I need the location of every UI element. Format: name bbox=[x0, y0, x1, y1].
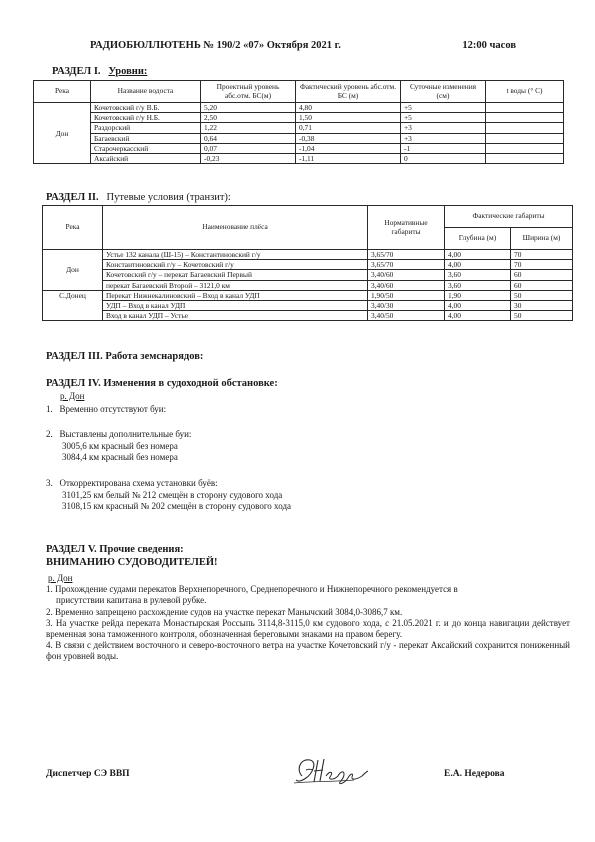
norm-dims: 3,40/50 bbox=[368, 311, 445, 321]
buoy-line: 3005,6 км красный без номера bbox=[62, 440, 178, 451]
actual-width: 60 bbox=[511, 270, 573, 280]
reach-name: перекат Багаевский Второй – 3121,0 км bbox=[103, 280, 368, 290]
norm-dims: 3,40/60 bbox=[368, 270, 445, 280]
item-number: 1. bbox=[46, 403, 53, 414]
col-header: Глубина (м) bbox=[445, 228, 511, 250]
river-cell: С.Донец bbox=[43, 290, 103, 321]
water-temp bbox=[486, 154, 564, 164]
dispatcher-role: Диспетчер СЭ ВВП bbox=[46, 769, 130, 779]
daily-change: 0 bbox=[401, 154, 486, 164]
gauge-name: Багаевский bbox=[91, 133, 201, 143]
river-cell: Дон bbox=[34, 103, 91, 164]
actual-depth: 3,60 bbox=[445, 280, 511, 290]
section2-heading bbox=[46, 192, 231, 203]
item-text: 1. Прохождение судами перекатов Верхнепоречного, Среднепоречного и Нижнепоречного рекомендуется в bbox=[46, 584, 458, 595]
design-level: 5,20 bbox=[201, 103, 296, 113]
daily-change: +5 bbox=[401, 113, 486, 123]
item-text: Откорректирована схема установки буёв: bbox=[59, 477, 218, 488]
design-level: 0,07 bbox=[201, 143, 296, 153]
daily-change: +3 bbox=[401, 123, 486, 133]
actual-level: -1,04 bbox=[296, 143, 401, 153]
table-row bbox=[43, 270, 573, 280]
table-row bbox=[43, 301, 573, 311]
actual-level: -1,11 bbox=[296, 154, 401, 164]
route-conditions-table bbox=[42, 205, 573, 321]
gauge-name: Кочетовский г/у Н.Б. bbox=[91, 113, 201, 123]
design-level: -0,23 bbox=[201, 154, 296, 164]
actual-width: 60 bbox=[511, 280, 573, 290]
actual-depth: 4,00 bbox=[445, 260, 511, 270]
col-header: Наименование плёса bbox=[103, 206, 368, 250]
design-level: 0,64 bbox=[201, 133, 296, 143]
actual-depth: 4,00 bbox=[445, 301, 511, 311]
table-row bbox=[34, 113, 564, 123]
daily-change: -1 bbox=[401, 143, 486, 153]
table-row bbox=[43, 250, 573, 260]
water-temp bbox=[486, 113, 564, 123]
section3-heading: РАЗДЕЛ III. Работа земснарядов: bbox=[46, 351, 204, 362]
actual-depth: 1,90 bbox=[445, 290, 511, 300]
bulletin-title: РАДИОБЮЛЛЮТЕНЬ № 190/2 «07» Октября 2021 г. bbox=[90, 40, 341, 51]
col-header: Нормативные габариты bbox=[368, 206, 445, 250]
item-text: Выставлены дополнительные буи: bbox=[59, 429, 192, 440]
table-row bbox=[43, 311, 573, 321]
design-level: 2,50 bbox=[201, 113, 296, 123]
actual-level: -0,38 bbox=[296, 133, 401, 143]
river-label: р. Дон bbox=[60, 391, 85, 401]
levels-table bbox=[33, 80, 564, 164]
levels-header-row bbox=[34, 81, 564, 103]
table-row bbox=[34, 103, 564, 113]
attention-heading: ВНИМАНИЮ СУДОВОДИТЕЛЕЙ! bbox=[46, 557, 218, 568]
norm-dims: 3,40/30 bbox=[368, 301, 445, 311]
water-temp bbox=[486, 103, 564, 113]
norm-dims: 3,65/70 bbox=[368, 250, 445, 260]
reach-name: Вход в канал УДП – Устье bbox=[103, 311, 368, 321]
table-row bbox=[43, 280, 573, 290]
buoy-line: 3084,4 км красный без номера bbox=[62, 452, 178, 463]
bulletin-header bbox=[90, 40, 540, 51]
section5-body bbox=[46, 573, 570, 663]
list-item: 2. Временно запрещено расхождение судов на участке перекат Манычский 3084,0-3086,7 км. bbox=[46, 606, 403, 617]
reach-name: Устье 132 канала (Ш-15) – Константиновский г/у bbox=[103, 250, 368, 260]
actual-level: 1,50 bbox=[296, 113, 401, 123]
daily-change: +3 bbox=[401, 133, 486, 143]
section1-number: РАЗДЕЛ I. bbox=[52, 66, 101, 77]
norm-dims: 3,40/60 bbox=[368, 280, 445, 290]
section1-title: Уровни: bbox=[108, 66, 148, 77]
section4-heading: РАЗДЕЛ IV. Изменения в судоходной обстановке: bbox=[46, 378, 278, 389]
table-row bbox=[34, 133, 564, 143]
norm-dims: 1,90/50 bbox=[368, 290, 445, 300]
section5-heading: РАЗДЕЛ V. Прочие сведения: bbox=[46, 544, 184, 555]
col-header: t воды (° С) bbox=[486, 81, 564, 103]
actual-level: 4,80 bbox=[296, 103, 401, 113]
actual-width: 70 bbox=[511, 260, 573, 270]
col-header: Река bbox=[34, 81, 91, 103]
gauge-name: Кочетовский г/у В.Б. bbox=[91, 103, 201, 113]
gauge-name: Аксайский bbox=[91, 154, 201, 164]
list-item: 3. На участке рейда переката Монастырская Россыпь 3114,8-3115,0 км судового хода, с 21.05.2021 г. и до конца навигации действует временная зона таможенного контроля, обозначенная береговыми знаками на правом берегу. bbox=[46, 617, 570, 640]
table-row bbox=[34, 154, 564, 164]
actual-depth: 4,00 bbox=[445, 311, 511, 321]
section1-heading bbox=[52, 66, 147, 77]
col-header: Суточные изменения (см) bbox=[401, 81, 486, 103]
water-temp bbox=[486, 143, 564, 153]
dispatcher-name: Е.А. Недерова bbox=[444, 769, 505, 779]
list-item-continuation: присутствии капитана в рулевой рубке. bbox=[56, 595, 207, 606]
table-row bbox=[34, 143, 564, 153]
reach-name: Константиновский г/у – Кочетовский г/у bbox=[103, 260, 368, 270]
buoy-line: 3108,15 км красный № 202 смещён в сторону судового хода bbox=[62, 501, 292, 512]
table-row bbox=[34, 123, 564, 133]
design-level: 1,22 bbox=[201, 123, 296, 133]
route-header-row bbox=[43, 206, 573, 228]
col-header: Фактический уровень абс.отм. БС (м) bbox=[296, 81, 401, 103]
actual-level: 0,71 bbox=[296, 123, 401, 133]
actual-width: 70 bbox=[511, 250, 573, 260]
col-header: Название водоста bbox=[91, 81, 201, 103]
col-header: Фактические габариты bbox=[445, 206, 573, 228]
item-number: 2. bbox=[46, 429, 53, 440]
handwritten-signature bbox=[292, 752, 372, 788]
item-text: Временно отсутствуют буи: bbox=[59, 403, 167, 414]
reach-name: Кочетовский г/у – перекат Багаевский Первый bbox=[103, 270, 368, 280]
section2-title: Путевые условия (транзит): bbox=[106, 192, 231, 203]
list-item bbox=[46, 584, 570, 595]
actual-depth: 3,60 bbox=[445, 270, 511, 280]
reach-name: УДП – Вход в канал УДП bbox=[103, 301, 368, 311]
gauge-name: Раздорский bbox=[91, 123, 201, 133]
item-number: 3. bbox=[46, 477, 53, 488]
col-header: Река bbox=[43, 206, 103, 250]
actual-depth: 4,00 bbox=[445, 250, 511, 260]
river-cell: Дон bbox=[43, 250, 103, 291]
buoy-line: 3101,25 км белый № 212 смещён в сторону судового хода bbox=[62, 489, 283, 500]
water-temp bbox=[486, 133, 564, 143]
section2-number: РАЗДЕЛ II. bbox=[46, 192, 99, 203]
table-row bbox=[43, 260, 573, 270]
col-header: Ширина (м) bbox=[511, 228, 573, 250]
daily-change: +5 bbox=[401, 103, 486, 113]
actual-width: 50 bbox=[511, 311, 573, 321]
water-temp bbox=[486, 123, 564, 133]
actual-width: 30 bbox=[511, 301, 573, 311]
list-item: 4. В связи с действием восточного и северо-восточного ветра на участке Кочетовский г/у - перекат Аксайский сохранится пониженный фон уровней воды. bbox=[46, 640, 570, 662]
list-item bbox=[46, 429, 546, 441]
norm-dims: 3,65/70 bbox=[368, 260, 445, 270]
section4-body bbox=[46, 391, 546, 513]
reach-name: Перекат Нижнекалиновский – Вход в канал УДП bbox=[103, 290, 368, 300]
actual-width: 50 bbox=[511, 290, 573, 300]
river-label: р. Дон bbox=[48, 573, 73, 583]
list-item bbox=[46, 404, 546, 416]
col-header: Проектный уровень абс.отм. БС(м) bbox=[201, 81, 296, 103]
list-item bbox=[46, 478, 546, 490]
gauge-name: Старочеркасский bbox=[91, 143, 201, 153]
bulletin-time: 12:00 часов bbox=[462, 40, 516, 51]
table-row bbox=[43, 290, 573, 300]
